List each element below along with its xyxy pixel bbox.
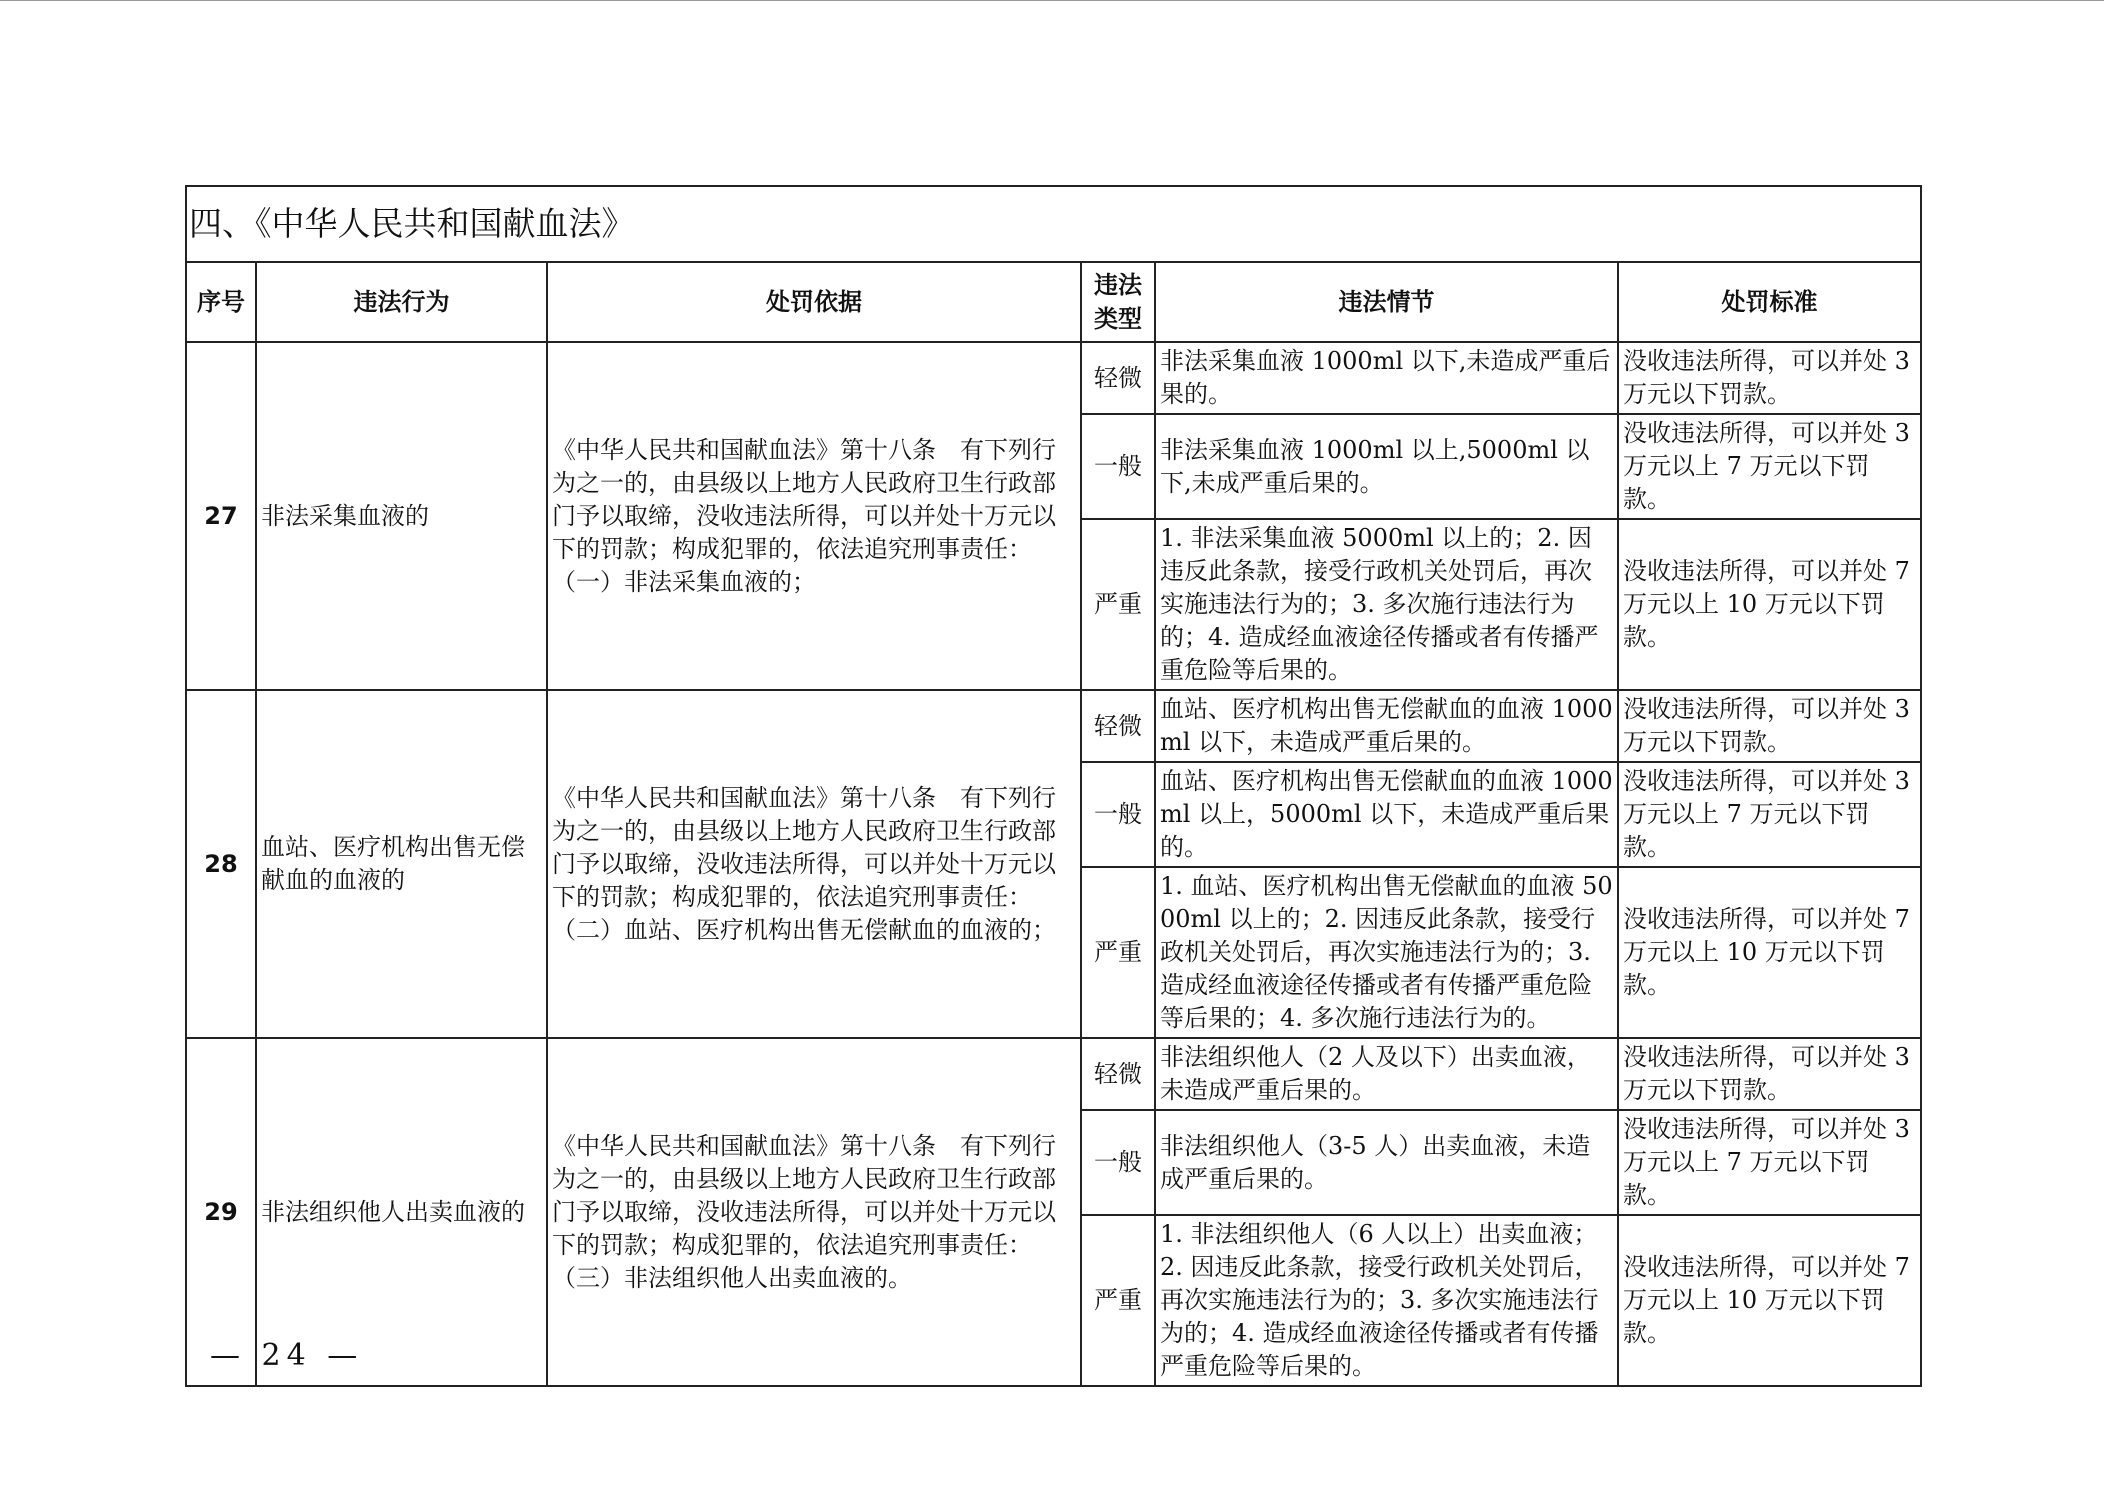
violation-type: 轻微 <box>1081 1038 1155 1110</box>
violation-circumstance: 1. 非法采集血液 5000ml 以上的；2. 因违反此条款，接受行政机关处罚后，再次实施违法行为的；3. 多次施行违法行为的；4. 造成经血液途径传播或者有传播严重危险等后果的。 <box>1155 519 1618 690</box>
violation-type: 一般 <box>1081 414 1155 519</box>
table-row <box>186 1038 1921 1110</box>
violation-type: 轻微 <box>1081 342 1155 414</box>
violation-circumstance: 非法组织他人（2 人及以下）出卖血液，未造成严重后果的。 <box>1155 1038 1618 1110</box>
penalty-basis: 《中华人民共和国献血法》第十八条 有下列行为之一的，由县级以上地方人民政府卫生行政部门予以取缔，没收违法所得，可以并处十万元以下的罚款；构成犯罪的，依法追究刑事责任：（三）非法组织他人出卖血液的。 <box>547 1038 1081 1386</box>
penalty-standard: 没收违法所得，可以并处 3 万元以下罚款。 <box>1618 690 1921 762</box>
header-type-line2: 类型 <box>1094 305 1142 333</box>
violation-type: 轻微 <box>1081 690 1155 762</box>
violation-type: 一般 <box>1081 762 1155 867</box>
violation-circumstance: 1. 血站、医疗机构出售无偿献血的血液 5000ml 以上的；2. 因违反此条款，接受行政机关处罚后，再次实施违法行为的；3. 造成经血液途径传播或者有传播严重危险等后果的；4. 多次施行违法行为的。 <box>1155 867 1618 1038</box>
header-standard: 处罚标准 <box>1618 262 1921 342</box>
seq-number: 28 <box>186 690 256 1038</box>
section-title-row <box>186 186 1921 262</box>
table-row <box>186 690 1921 762</box>
header-act: 违法行为 <box>256 262 547 342</box>
violation-type: 严重 <box>1081 519 1155 690</box>
top-border-line <box>0 0 2104 1</box>
penalty-standard: 没收违法所得，可以并处 7 万元以上 10 万元以下罚款。 <box>1618 867 1921 1038</box>
violation-type: 严重 <box>1081 867 1155 1038</box>
penalty-standard: 没收违法所得，可以并处 7 万元以上 10 万元以下罚款。 <box>1618 519 1921 690</box>
violation-circumstance: 血站、医疗机构出售无偿献血的血液 1000ml 以下，未造成严重后果的。 <box>1155 690 1618 762</box>
violation-circumstance: 血站、医疗机构出售无偿献血的血液 1000ml 以上，5000ml 以下，未造成严重后果的。 <box>1155 762 1618 867</box>
penalty-standard: 没收违法所得，可以并处 3 万元以上 7 万元以下罚款。 <box>1618 762 1921 867</box>
violation-circumstance: 非法采集血液 1000ml 以上,5000ml 以下,未成严重后果的。 <box>1155 414 1618 519</box>
seq-number: 29 <box>186 1038 256 1386</box>
penalty-standard: 没收违法所得，可以并处 7 万元以上 10 万元以下罚款。 <box>1618 1215 1921 1386</box>
violation-circumstance: 1. 非法组织他人（6 人以上）出卖血液；2. 因违反此条款，接受行政机关处罚后，再次实施违法行为的；3. 多次实施违法行为的；4. 造成经血液途径传播或者有传播严重危险等后果的。 <box>1155 1215 1618 1386</box>
header-circumstance: 违法情节 <box>1155 262 1618 342</box>
violation-circumstance: 非法采集血液 1000ml 以下,未造成严重后果的。 <box>1155 342 1618 414</box>
header-seq: 序号 <box>186 262 256 342</box>
section-title: 四、《中华人民共和国献血法》 <box>186 186 1921 262</box>
violation-type: 严重 <box>1081 1215 1155 1386</box>
penalty-standard: 没收违法所得，可以并处 3 万元以上 7 万元以下罚款。 <box>1618 1110 1921 1215</box>
violation-act: 非法组织他人出卖血液的 <box>256 1038 547 1386</box>
header-type-line1: 违法 <box>1094 271 1142 299</box>
penalty-basis: 《中华人民共和国献血法》第十八条 有下列行为之一的，由县级以上地方人民政府卫生行政部门予以取缔，没收违法所得，可以并处十万元以下的罚款；构成犯罪的，依法追究刑事责任：（一）非法采集血液的； <box>547 342 1081 690</box>
penalty-standard: 没收违法所得，可以并处 3 万元以上 7 万元以下罚款。 <box>1618 414 1921 519</box>
violation-circumstance: 非法组织他人（3-5 人）出卖血液，未造成严重后果的。 <box>1155 1110 1618 1215</box>
header-basis: 处罚依据 <box>547 262 1081 342</box>
penalty-standard: 没收违法所得，可以并处 3 万元以下罚款。 <box>1618 342 1921 414</box>
penalty-standard: 没收违法所得，可以并处 3 万元以下罚款。 <box>1618 1038 1921 1110</box>
header-type <box>1081 262 1155 342</box>
violation-act: 血站、医疗机构出售无偿献血的血液的 <box>256 690 547 1038</box>
page-number: — 24 — <box>210 1338 364 1373</box>
penalty-standards-table <box>185 185 1922 1387</box>
header-row <box>186 262 1921 342</box>
table-row <box>186 342 1921 414</box>
violation-type: 一般 <box>1081 1110 1155 1215</box>
seq-number: 27 <box>186 342 256 690</box>
penalty-basis: 《中华人民共和国献血法》第十八条 有下列行为之一的，由县级以上地方人民政府卫生行政部门予以取缔，没收违法所得，可以并处十万元以下的罚款；构成犯罪的，依法追究刑事责任：（二）血站、医疗机构出售无偿献血的血液的； <box>547 690 1081 1038</box>
violation-act: 非法采集血液的 <box>256 342 547 690</box>
